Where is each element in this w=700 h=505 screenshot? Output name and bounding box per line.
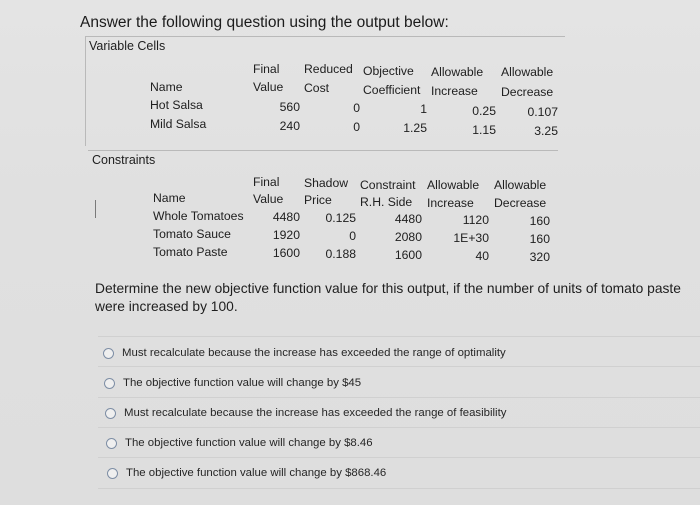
radio-button[interactable] [107,468,118,479]
option-2[interactable] [104,369,361,397]
header-allowable-decrease: Allowable [501,65,554,79]
row-name: Tomato Paste [153,245,228,259]
header-name: Name [150,80,183,94]
option-label: The objective function value will change by $868.46 [126,467,387,479]
option-label: The objective function value will change by $8.46 [125,437,373,449]
option-label: Must recalculate because the increase has exceeded the range of optimality [122,347,506,359]
row-name: Mild Salsa [150,117,207,131]
option-divider [98,457,700,458]
cell-final-value: 1600 [272,246,300,260]
cell-shadow-price: 0.125 [325,211,356,225]
variable-cells-label: Variable Cells [89,39,166,53]
cell-allowable-increase: 1120 [462,213,489,227]
cell-allowable-increase: 40 [475,249,489,263]
header-allowable-increase: Allowable [427,178,480,192]
header-final: Final [253,175,280,189]
cell-objective-coefficient: 1.25 [403,121,427,135]
cell-allowable-decrease: 0.107 [527,105,558,119]
header-increase: Increase [431,84,478,98]
row-name: Hot Salsa [150,98,203,112]
cell-reduced-cost: 0 [353,120,360,134]
header-objective: Objective [363,64,414,78]
radio-button[interactable] [103,348,114,359]
header-reduced: Reduced [304,62,353,76]
header-value: Value [253,192,284,206]
header-cost: Cost [304,81,330,95]
cell-allowable-increase: 1.15 [472,123,496,137]
cell-reduced-cost: 0 [353,101,360,115]
header-name: Name [153,191,186,205]
row-name: Whole Tomatoes [153,209,244,223]
option-4[interactable] [106,429,373,457]
cell-final-value: 1920 [272,228,300,242]
cell-final-value: 240 [279,119,300,133]
cell-final-value: 4480 [272,210,300,224]
header-rhs: R.H. Side [360,195,413,209]
cell-rhs: 4480 [394,212,422,226]
radio-button[interactable] [106,438,117,449]
constraints-label: Constraints [92,153,156,167]
cell-objective-coefficient: 1 [420,102,427,116]
header-constraint: Constraint [360,178,416,192]
option-label: The objective function value will change by $45 [123,377,362,389]
option-1[interactable] [103,339,506,367]
sheet-gridline [85,36,86,146]
question-title: Answer the following question using the output below: [80,14,449,31]
cell-shadow-price: 0.188 [325,247,356,261]
header-value: Value [253,80,284,94]
header-increase: Increase [427,196,474,210]
radio-button[interactable] [104,378,115,389]
option-divider [98,427,700,428]
cell-rhs: 2080 [394,230,422,244]
cell-allowable-decrease: 320 [529,250,550,264]
header-decrease: Decrease [494,196,547,210]
header-allowable-decrease: Allowable [494,178,547,192]
sheet-gridline [85,36,565,37]
option-3[interactable] [105,399,506,427]
cell-allowable-decrease: 3.25 [534,124,558,138]
option-divider [98,336,700,337]
header-coefficient: Coefficient [363,83,421,97]
sheet-gridline [88,150,558,151]
option-divider [98,488,700,489]
header-final: Final [253,62,280,76]
header-decrease: Decrease [501,85,554,99]
sheet-gridline [95,200,96,218]
cell-rhs: 1600 [394,248,422,262]
radio-button[interactable] [105,408,116,419]
cell-allowable-decrease: 160 [529,232,550,246]
question-prompt: Determine the new objective function value for this output, if the number of units of tomato paste were increased by 100. [95,281,681,314]
cell-shadow-price: 0 [349,229,356,243]
option-divider [98,366,700,367]
option-divider [98,397,700,398]
cell-allowable-decrease: 160 [529,214,550,228]
cell-allowable-increase: 1E+30 [453,231,489,245]
header-price: Price [304,193,332,207]
cell-allowable-increase: 0.25 [472,104,496,118]
row-name: Tomato Sauce [153,227,231,241]
header-shadow: Shadow [304,176,349,190]
option-label: Must recalculate because the increase has exceeded the range of feasibility [124,407,507,419]
cell-final-value: 560 [279,100,300,114]
option-5[interactable] [107,459,386,487]
header-allowable-increase: Allowable [431,65,484,79]
